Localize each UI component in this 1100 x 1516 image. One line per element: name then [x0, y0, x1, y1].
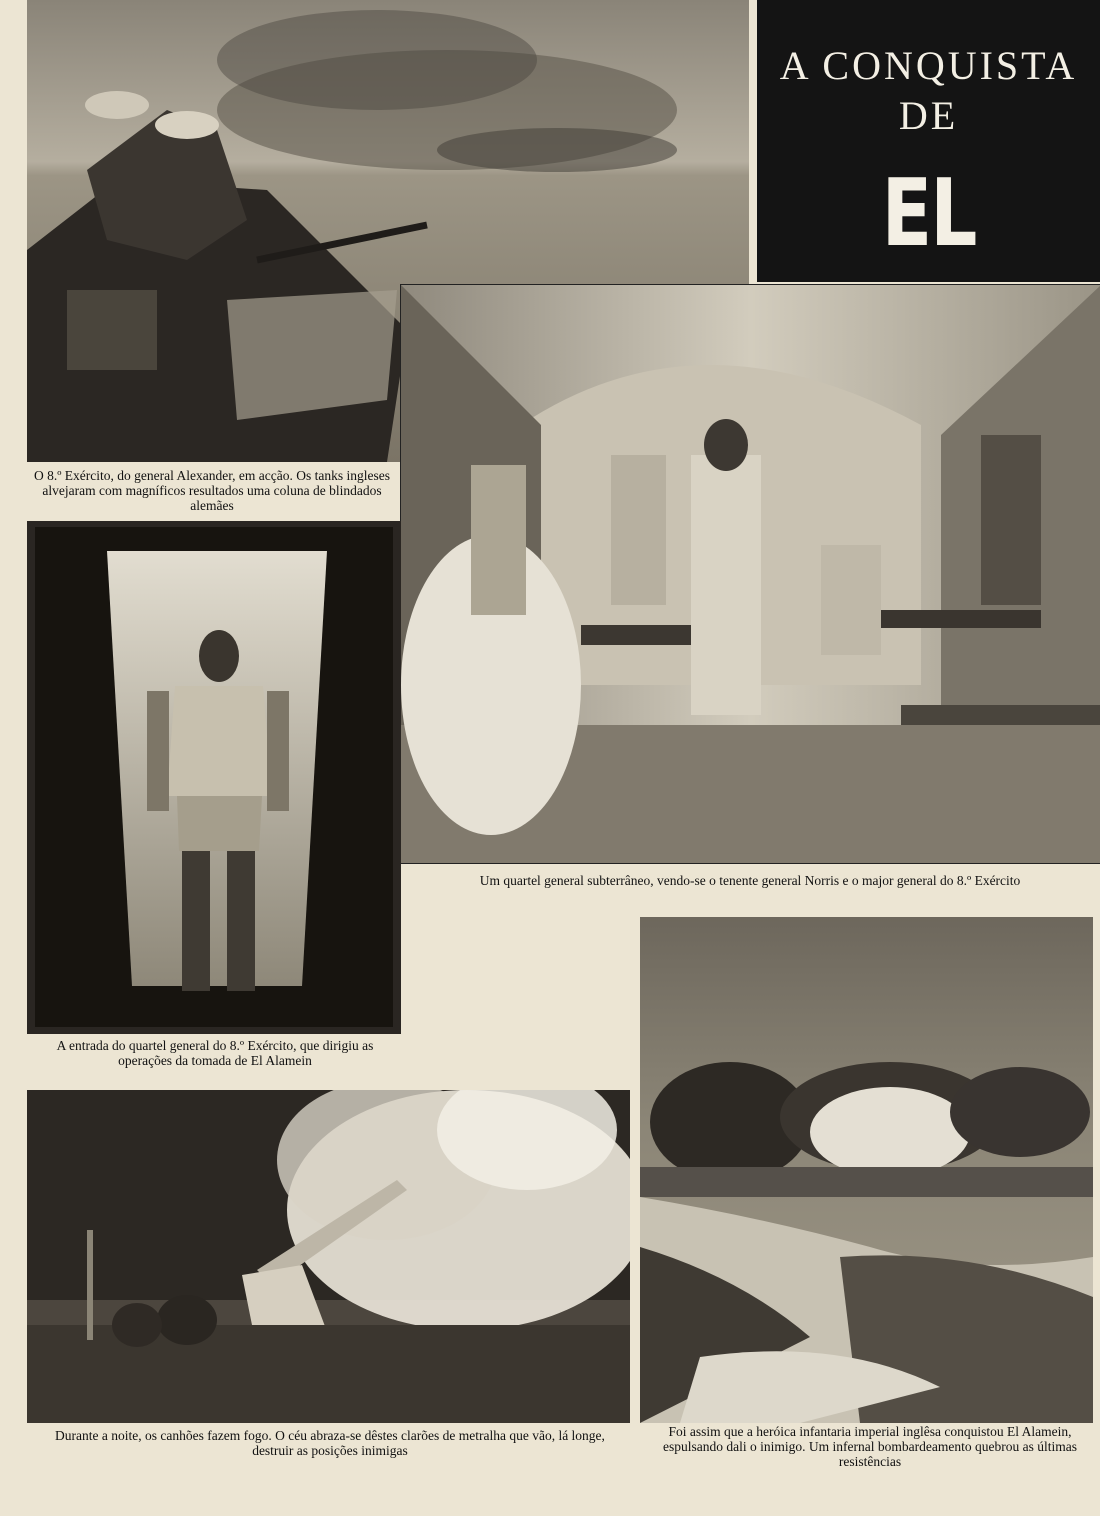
photo-night-artillery	[27, 1090, 630, 1423]
caption-tanks: O 8.º Exército, do general Alexander, em acção. Os tanks ingleses alvejaram com magníficos resultados uma coluna de blindados alemães	[33, 468, 391, 513]
caption-headquarters: Um quartel general subterrâneo, vendo-se o tenente general Norris e o major general do 8.º Exército	[479, 873, 1021, 888]
photo-infantry-bombardment	[640, 917, 1093, 1423]
caption-night-artillery: Durante a noite, os canhões fazem fogo. O céu abraza-se dêstes clarões de metralha que vão, lá longe, destruir as posições inimigas	[55, 1428, 605, 1458]
title-line-2: DE	[898, 93, 959, 138]
caption-infantry: Foi assim que a heróica infantaria imperial inglêsa conquistou El Alamein, espulsando dali o inimigo. Um infernal bombardeamento quebrou as últimas resistências	[663, 1424, 1077, 1469]
caption-entrance: A entrada do quartel general do 8.º Exército, que dirigiu as operações da tomada de El Alamein	[56, 1038, 374, 1068]
title-line-1: A CONQUISTA	[779, 43, 1078, 88]
title-block	[757, 0, 1100, 282]
title-line-3: EL	[881, 160, 976, 268]
photo-underground-headquarters	[400, 284, 1100, 864]
photo-headquarters-entrance	[27, 521, 401, 1034]
